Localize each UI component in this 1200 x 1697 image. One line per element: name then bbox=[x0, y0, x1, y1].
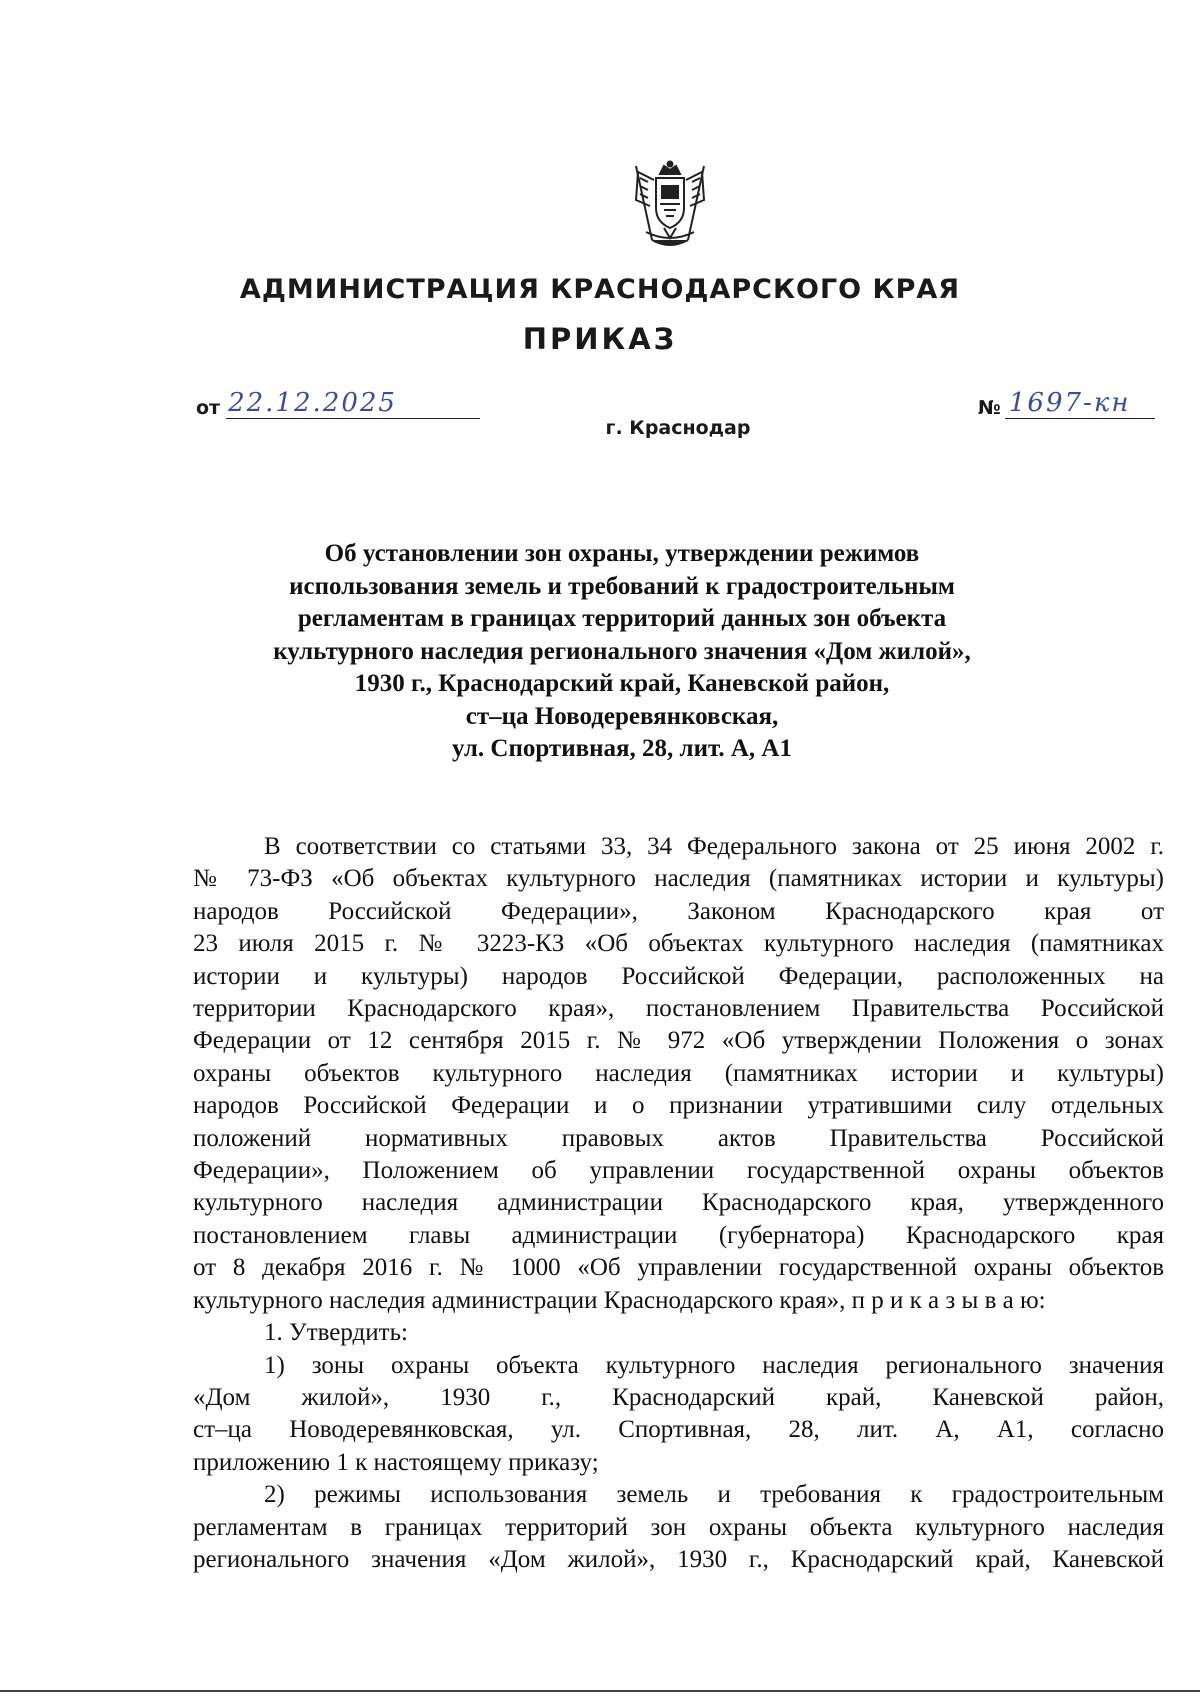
organization-name: АДМИНИСТРАЦИЯ КРАСНОДАРСКОГО КРАЯ bbox=[239, 274, 961, 305]
body-line: положений нормативных правовых актов Правительства Российской bbox=[193, 1124, 1164, 1152]
number-underline bbox=[1005, 388, 1155, 419]
body-line: культурного наследия администрации Краснодарского края», п р и к а з ы в а ю: bbox=[193, 1286, 1046, 1314]
body-line: регионального значения «Дом жилой», 1930 г., Краснодарский край, Каневской bbox=[193, 1545, 1164, 1573]
body-line: Федерации», Положением об управлении государственной охраны объектов bbox=[193, 1157, 1164, 1185]
handwritten-date: 22.12.2025 bbox=[228, 388, 397, 418]
body-line: территории Краснодарского края», постановлением Правительства Российской bbox=[193, 995, 1164, 1023]
body-line: народов Российской Федерации и о признании утратившими силу отдельных bbox=[193, 1092, 1164, 1120]
body-line: 1. Утвердить: bbox=[264, 1319, 408, 1347]
number-field bbox=[978, 388, 1155, 419]
subitem-2 bbox=[193, 1479, 1164, 1576]
title-line: Об установлении зон охраны, утверждении режимов bbox=[324, 540, 920, 567]
number-prefix: № bbox=[978, 397, 1001, 419]
body-line: охраны объектов культурного наследия (памятниках истории и культуры) bbox=[193, 1059, 1164, 1087]
body-line: В соответствии со статьями 33, 34 Федерального закона от 25 июня 2002 г. bbox=[264, 833, 1164, 860]
body-line: Федерации от 12 сентября 2015 г. № 972 «Об утверждении Положения о зонах bbox=[193, 1027, 1164, 1055]
title-line: ул. Спортивная, 28, лит. А, А1 bbox=[452, 735, 792, 762]
body-line: от 8 декабря 2016 г. № 1000 «Об управлении государственной охраны объектов bbox=[193, 1254, 1164, 1282]
date-underline bbox=[226, 388, 480, 419]
body-line: 2) режимы использования земель и требования к градостроительным bbox=[264, 1481, 1164, 1509]
body-line: истории и культуры) народов Российской Федерации, расположенных на bbox=[193, 962, 1164, 990]
title-line: 1930 г., Краснодарский край, Каневской район, bbox=[354, 670, 890, 697]
document-body bbox=[193, 831, 1164, 1576]
subitem-1 bbox=[193, 1350, 1164, 1480]
body-line: постановлением главы администрации (губернатора) Краснодарского края bbox=[193, 1221, 1164, 1249]
body-line: народов Российской Федерации», Законом Краснодарского края от bbox=[193, 897, 1164, 925]
title-line: регламентам в границах территорий данных зон объекта bbox=[297, 605, 947, 632]
body-line: 23 июля 2015 г. № 3223-КЗ «Об объектах культурного наследия (памятниках bbox=[193, 930, 1164, 958]
document-title bbox=[250, 538, 994, 766]
page-bottom-edge bbox=[0, 1690, 1200, 1692]
city-line bbox=[0, 417, 1200, 439]
body-line: культурного наследия администрации Краснодарского края, утвержденного bbox=[193, 1189, 1164, 1217]
preamble-paragraph bbox=[193, 831, 1164, 1317]
title-line: ст–ца Новодеревянковская, bbox=[465, 702, 779, 730]
coat-of-arms-icon bbox=[630, 160, 710, 252]
city-name: г. Краснодар bbox=[605, 417, 751, 439]
body-line: № 73-ФЗ «Об объектах культурного наследия (памятниках истории и культуры) bbox=[193, 865, 1164, 893]
title-line: использования земель и требований к градостроительным bbox=[289, 572, 955, 600]
date-field bbox=[196, 388, 480, 419]
title-line: культурного наследия регионального значения «Дом жилой», bbox=[273, 637, 971, 665]
handwritten-number: 1697-кн bbox=[1008, 388, 1131, 418]
document-type: ПРИКАЗ bbox=[522, 322, 678, 356]
body-line: «Дом жилой», 1930 г., Краснодарский край, Каневской район, bbox=[193, 1383, 1164, 1411]
date-prefix: от bbox=[196, 397, 221, 419]
body-line: регламентам в границах территорий зон охраны объекта культурного наследия bbox=[193, 1513, 1164, 1541]
body-line: ст–ца Новодеревянковская, ул. Спортивная, 28, лит. А, А1, согласно bbox=[193, 1416, 1164, 1444]
body-line: приложению 1 к настоящему приказу; bbox=[193, 1448, 599, 1476]
item-1 bbox=[193, 1317, 1164, 1349]
body-line: 1) зоны охраны объекта культурного наследия регионального значения bbox=[264, 1351, 1164, 1379]
